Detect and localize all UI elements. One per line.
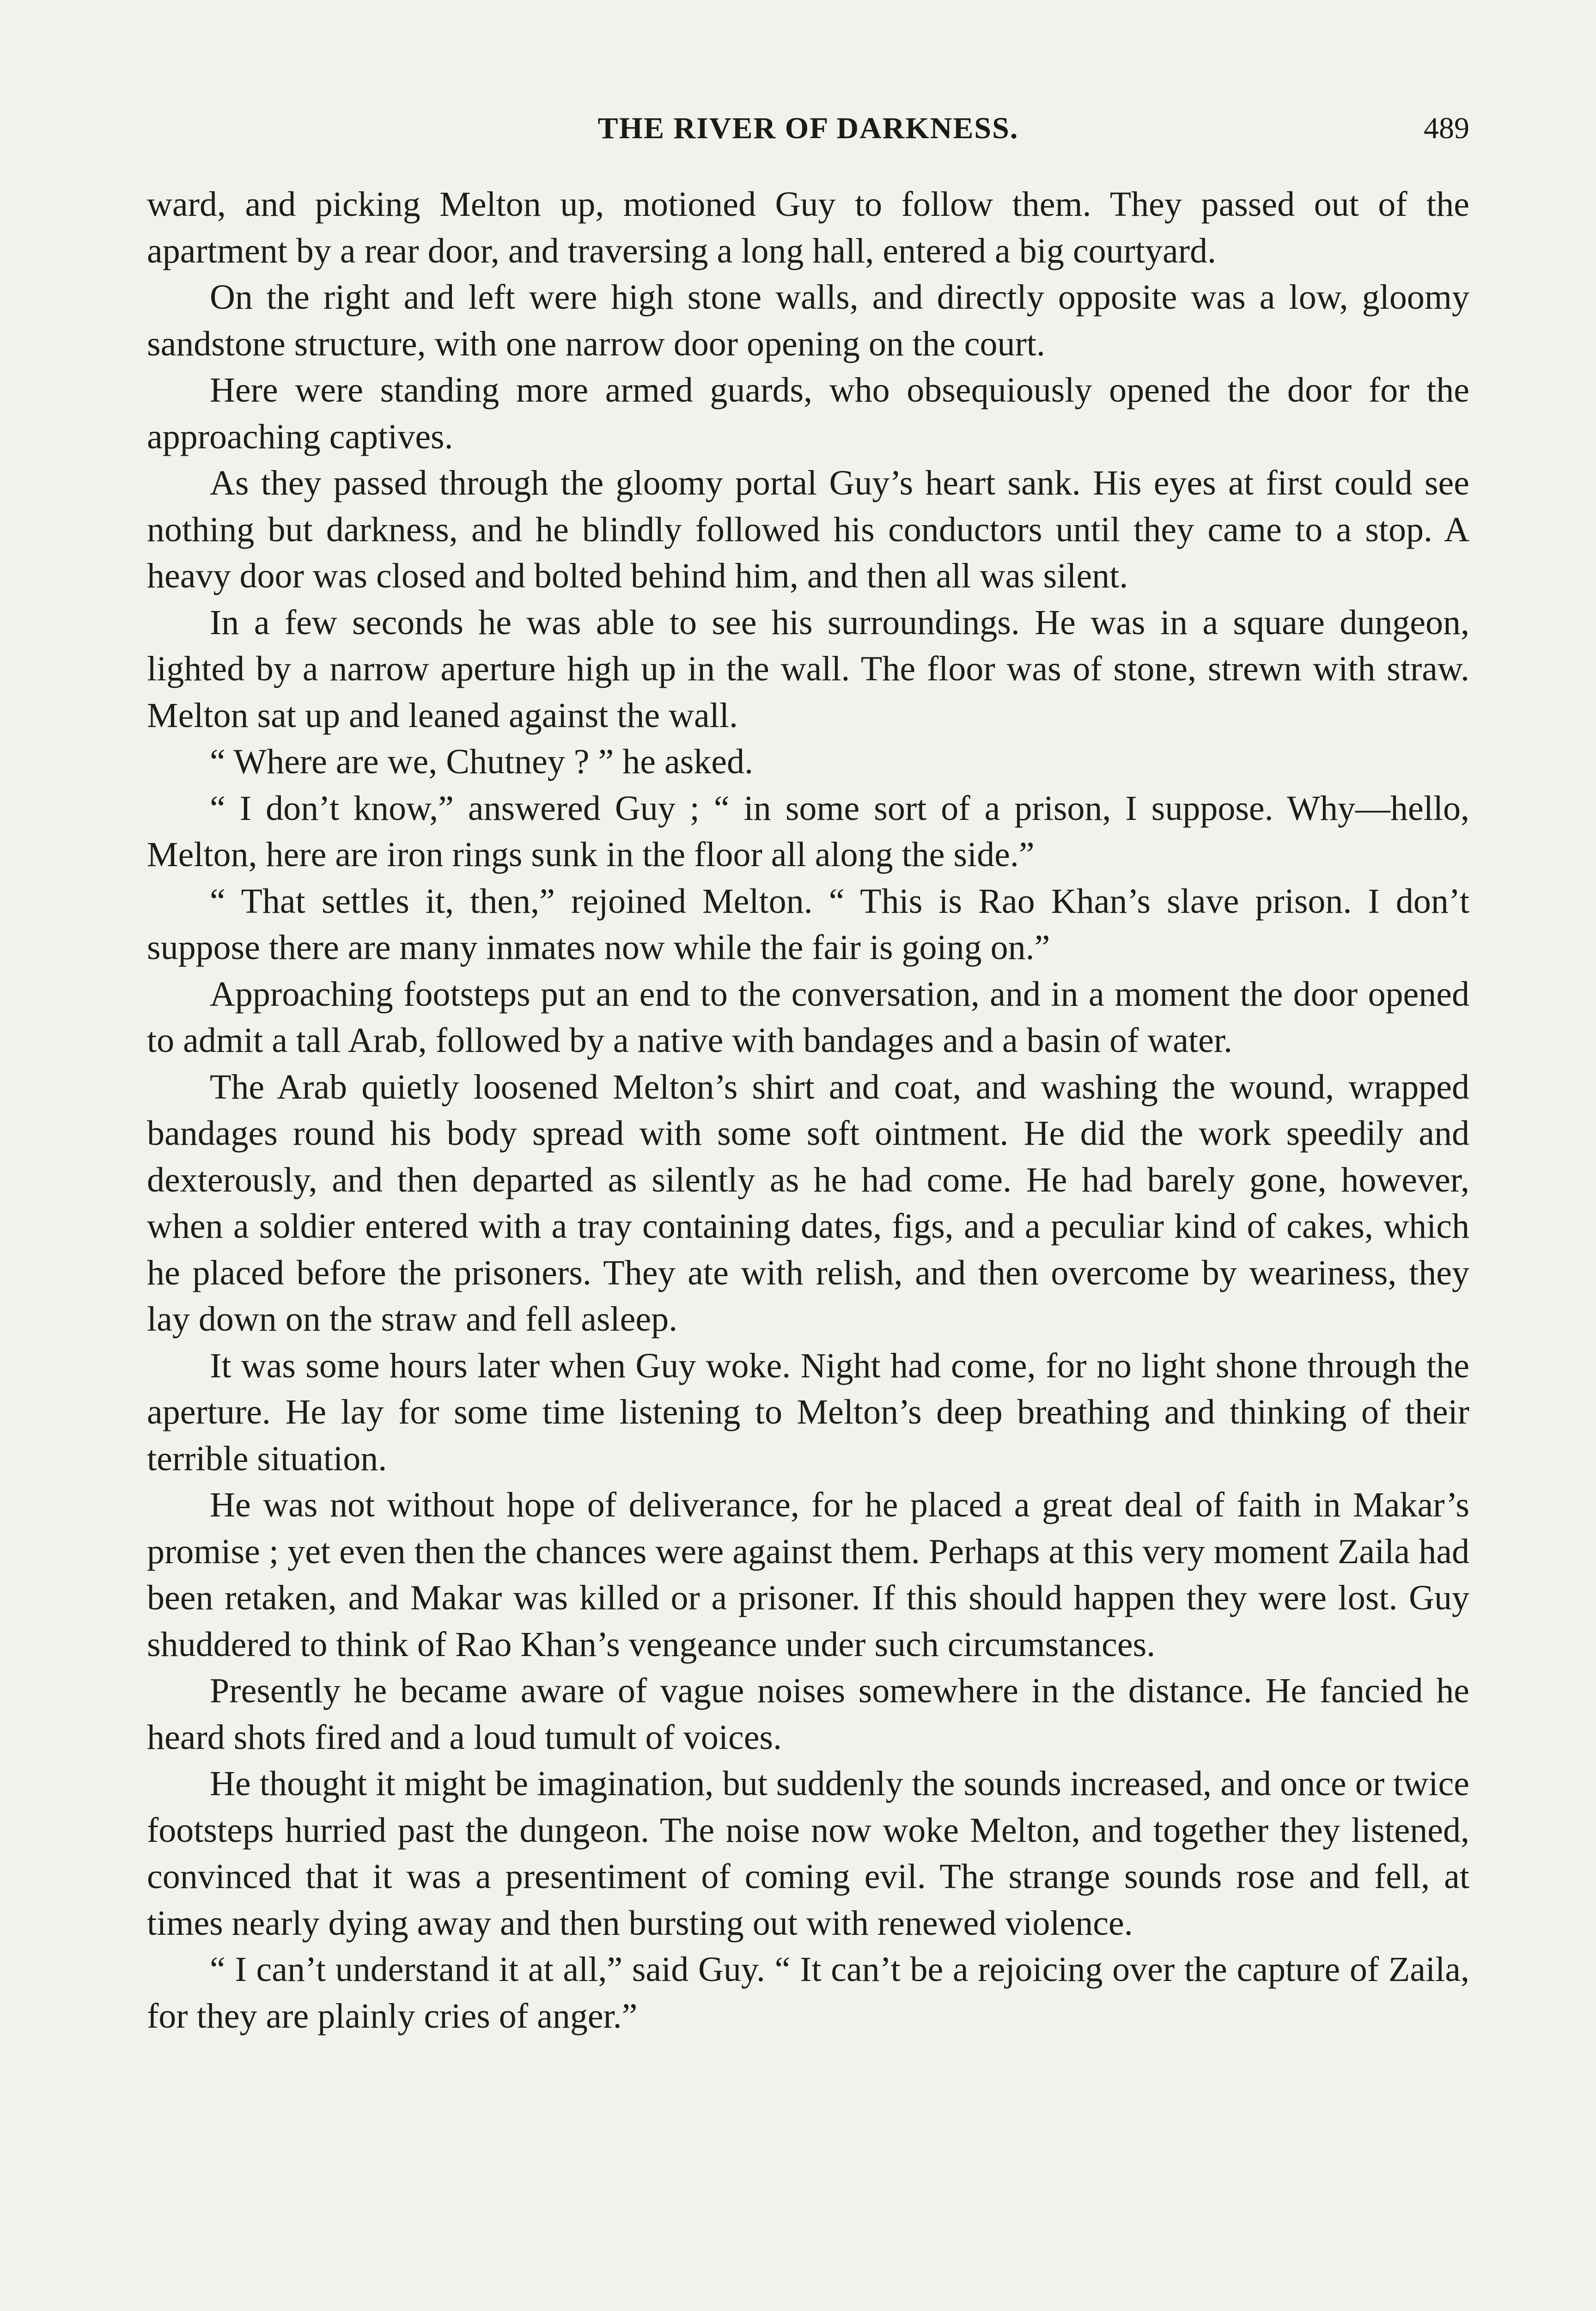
paragraph: The Arab quietly loosened Melton’s shirt and coat, and washing the wound, wrapped bandages round his body spread with some soft ointment. He did the work speedily and dexterously, and then departed as silently as he had come. He had barely gone, however, when a soldier entered with a tray containing dates, figs, and a peculiar kind of cakes, which he placed before the prisoners. They ate with relish, and then overcome by weariness, they lay down on the straw and fell asleep. <box>147 1067 1469 1339</box>
paragraph: Approaching footsteps put an end to the conversation, and in a moment the door opened to admit a tall Arab, followed by a native with bandages and a basin of water. <box>147 974 1469 1060</box>
paragraph: Here were standing more armed guards, who obsequiously opened the door for the approaching captives. <box>147 371 1469 456</box>
paragraph: “ Where are we, Chutney ? ” he asked. <box>210 742 754 781</box>
paragraph: ward, and picking Melton up, motioned Guy to follow them. They passed out of the apartment by a rear door, and traversing a long hall, entered a big courtyard. <box>147 185 1469 270</box>
page-header <box>147 111 1469 166</box>
paragraph: “ I don’t know,” answered Guy ; “ in some sort of a prison, I suppose. Why—hello, Melton, here are iron rings sunk in the floor all along the side.” <box>147 789 1469 874</box>
paragraph: It was some hours later when Guy woke. Night had come, for no light shone through the aperture. He lay for some time listening to Melton’s deep breathing and thinking of their terrible situation. <box>147 1346 1469 1478</box>
paragraph: He was not without hope of deliverance, for he placed a great deal of faith in Makar’s promise ; yet even then the chances were against them. Perhaps at this very moment Zaila had been retaken, and Makar was killed or a prisoner. If this should happen they were lost. Guy shuddered to think of Rao Khan’s vengeance under such circumstances. <box>147 1486 1469 1664</box>
running-title: THE RIVER OF DARKNESS. <box>597 111 1019 145</box>
paragraph: “ I can’t understand it at all,” said Guy. “ It can’t be a rejoicing over the capture of Zaila, for they are plainly cries of anger.” <box>147 1950 1469 2036</box>
paragraph: He thought it might be imagination, but suddenly the sounds increased, and once or twice footsteps hurried past the dungeon. The noise now woke Melton, and together they listened, convinced that it was a presentiment of coming evil. The strange sounds rose and fell, at times nearly dying away and then bursting out with renewed violence. <box>147 1764 1469 1943</box>
paragraph: “ That settles it, then,” rejoined Melton. “ This is Rao Khan’s slave prison. I don’t suppose there are many inmates now while the fair is going on.” <box>147 881 1469 967</box>
paragraph: In a few seconds he was able to see his surroundings. He was in a square dungeon, lighted by a narrow aperture high up in the wall. The floor was of stone, strewn with straw. Melton sat up and leaned against the wall. <box>147 603 1469 735</box>
body-text <box>147 181 1469 2039</box>
paragraph: Presently he became aware of vague noises somewhere in the distance. He fancied he heard shots fired and a loud tumult of voices. <box>147 1671 1469 1757</box>
paragraph: As they passed through the gloomy portal Guy’s heart sank. His eyes at first could see nothing but darkness, and he blindly followed his conductors until they came to a stop. A heavy door was closed and bolted behind him, and then all was silent. <box>147 464 1469 595</box>
page-number: 489 <box>1424 111 1469 145</box>
paragraph: On the right and left were high stone walls, and directly opposite was a low, gloomy sandstone structure, with one narrow door opening on the court. <box>147 278 1469 363</box>
